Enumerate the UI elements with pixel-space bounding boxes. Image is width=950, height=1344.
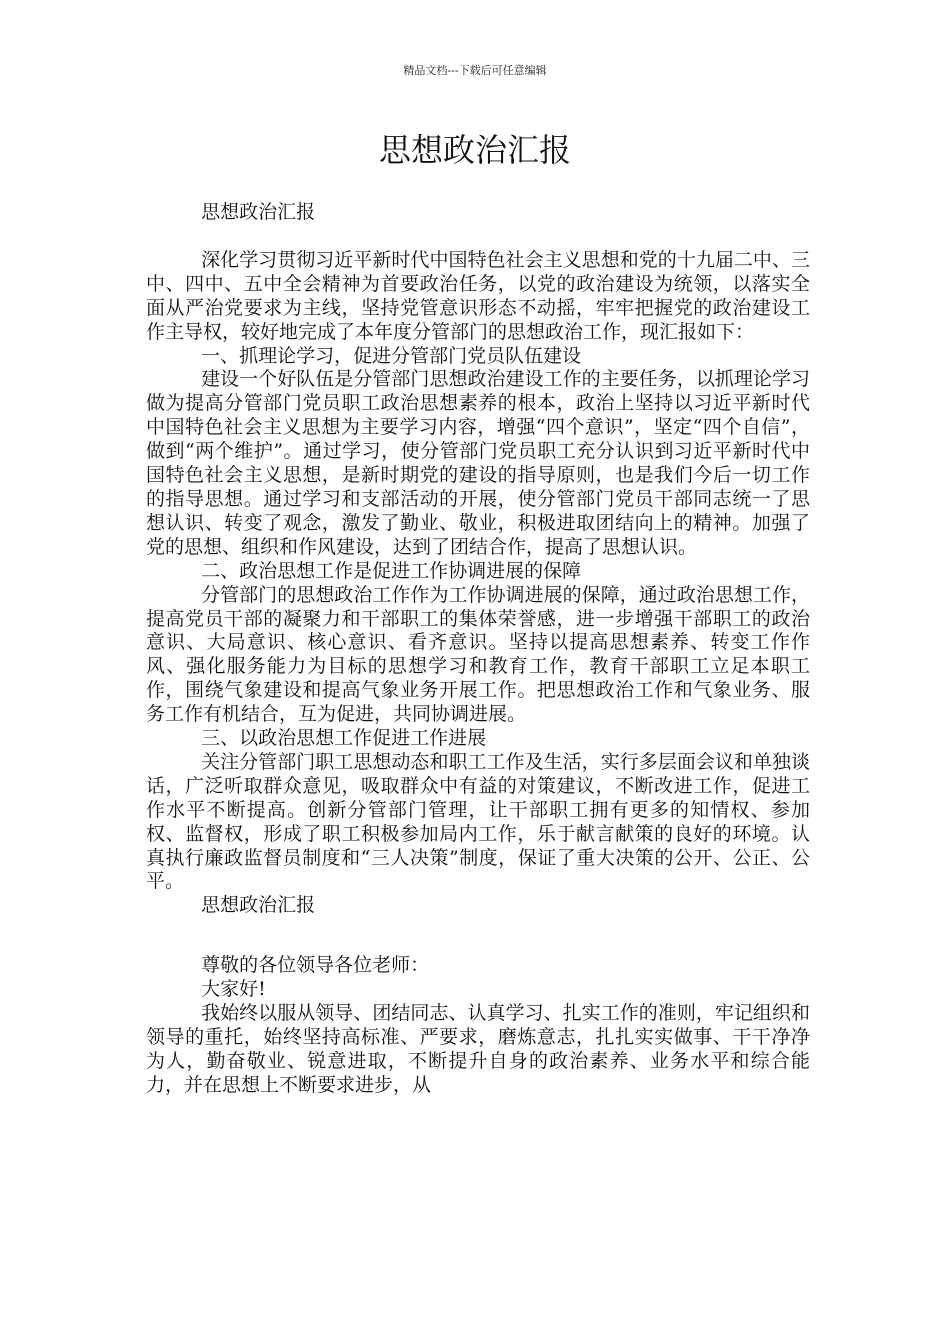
section-heading: 思想政治汇报	[201, 201, 316, 223]
body-paragraph: 分管部门的思想政治工作作为工作协调进展的保障，通过政治思想工作，提高党员干部的凝聚力和干部职工的集体荣誉感，进一步增强干部职工的政治意识、大局意识、核心意识、看齐意识。坚持以提高思想素养、转变工作作风、强化服务能力为目标的思想学习和教育工作，教育干部职工立足本职工作，围绕气象建设和提高气象业务开展工作。把思想政治工作和气象业务、服务工作有机结合，互为促进，共同协调进展。	[146, 583, 810, 726]
body-paragraph: 关注分管部门职工思想动态和职工工作及生活，实行多层面会议和单独谈话，广泛听取群众意见，吸取群众中有益的对策建议，不断改进工作，促进工作水平不断提高。创新分管部门管理，让干部职工拥有更多的知情权、参加权、监督权，形成了职工积极参加局内工作，乐于献言献策的良好的环境。认真执行廉政监督员制度和“三人决策”制度，保证了重大决策的公开、公正、公平。	[146, 750, 810, 893]
document-body	[146, 201, 810, 1098]
body-paragraph: 我始终以服从领导、团结同志、认真学习、扎实工作的准则，牢记组织和领导的重托，始终坚持高标准、严要求，磨炼意志，扎扎实实做事、干干净净为人，勤奋敬业、锐意进取，不断提升自身的政治素养、业务水平和综合能力，并在思想上不断要求进步，从	[146, 1002, 810, 1096]
body-paragraph: 建设一个好队伍是分管部门思想政治建设工作的主要任务，以抓理论学习做为提高分管部门党员职工政治思想素养的根本，政治上坚持以习近平新时代中国特色社会主义思想为主要学习内容，增强“四个意识”，坚定“四个自信”，做到“两个维护”。通过学习，使分管部门党员职工充分认识到习近平新时代中国特色社会主义思想，是新时期党的建设的指导原则，也是我们今后一切工作的指导思想。通过学习和支部活动的开展，使分管部门党员干部同志统一了思想认识、转变了观念，激发了勤业、敬业，积极进取团结向上的精神。加强了党的思想、组织和作风建设，达到了团结合作，提高了思想认识。	[146, 368, 810, 558]
body-paragraph: 深化学习贯彻习近平新时代中国特色社会主义思想和党的十九届二中、三中、四中、五中全会精神为首要政治任务，以党的政治建设为统领，以落实全面从严治党要求为主线，坚持党管意识形态不动摇，牢牢把握党的政治建设工作主导权，较好地完成了本年度分管部门的思想政治工作，现汇报如下：	[146, 248, 810, 343]
section-heading: 三、以政治思想工作促进工作进展	[201, 727, 487, 750]
section-heading: 二、政治思想工作是促进工作协调进展的保障	[201, 559, 582, 582]
page-header-note: 精品文档---下载后可任意编辑	[403, 64, 547, 77]
section-heading: 思想政治汇报	[201, 894, 316, 917]
greeting: 大家好!	[201, 978, 266, 1001]
document-title: 思想政治汇报	[378, 131, 571, 169]
salutation: 尊敬的各位领导各位老师：	[201, 954, 430, 977]
section-heading: 一、抓理论学习，促进分管部门党员队伍建设	[201, 344, 582, 367]
